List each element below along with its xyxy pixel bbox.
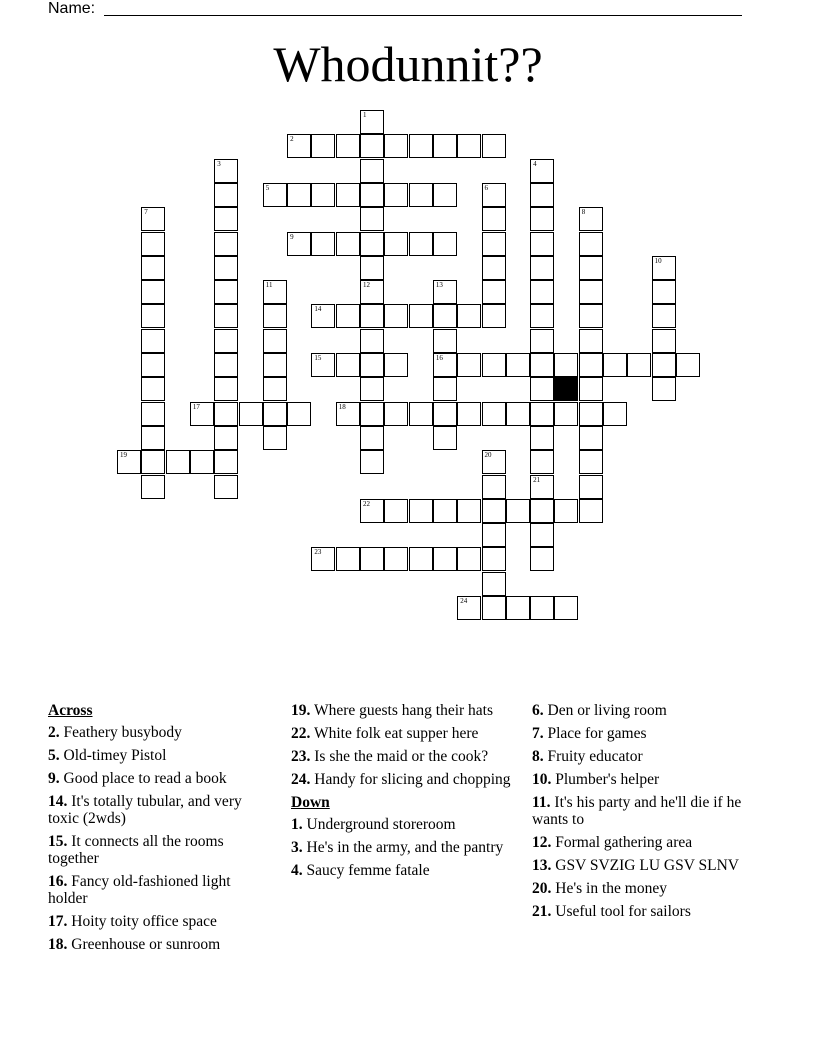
grid-cell[interactable] <box>530 499 554 523</box>
grid-cell[interactable] <box>482 183 506 207</box>
grid-cell[interactable] <box>141 426 165 450</box>
name-label: Name: <box>48 0 96 17</box>
grid-cell[interactable] <box>433 426 457 450</box>
clue-number: 7 <box>144 208 148 217</box>
grid-cell[interactable] <box>433 280 457 304</box>
grid-cell[interactable] <box>214 353 238 377</box>
grid-cell[interactable] <box>311 353 335 377</box>
grid-cell[interactable] <box>263 377 287 401</box>
grid-cell[interactable] <box>239 402 263 426</box>
clue-number-label: 5. <box>48 747 60 764</box>
grid-cell[interactable] <box>117 450 141 474</box>
grid-cell[interactable] <box>214 426 238 450</box>
clue-number-label: 23. <box>291 748 311 765</box>
clue-number: 9 <box>290 232 294 241</box>
across-clue <box>48 833 270 867</box>
grid-cell[interactable] <box>336 402 360 426</box>
clue-number-label: 14. <box>48 793 68 810</box>
grid-cell[interactable] <box>433 402 457 426</box>
grid-cell[interactable] <box>263 183 287 207</box>
clue-number: 18 <box>338 402 346 411</box>
grid-cell[interactable] <box>141 377 165 401</box>
grid-cell[interactable] <box>141 304 165 328</box>
clue-text: Fruity educator <box>543 748 643 765</box>
clue-text: Den or living room <box>543 702 667 719</box>
grid-cell[interactable] <box>482 353 506 377</box>
grid-cell[interactable] <box>554 596 578 620</box>
clue-text: GSV SVZIG LU GSV SLNV <box>551 857 739 874</box>
grid-cell[interactable] <box>482 523 506 547</box>
grid-cell[interactable] <box>530 159 554 183</box>
clue-text: He's in the money <box>551 880 667 897</box>
grid-cell[interactable] <box>141 475 165 499</box>
grid-cell[interactable] <box>579 329 603 353</box>
down-clue <box>532 880 762 897</box>
grid-cell[interactable] <box>360 110 384 134</box>
clue-text: It's his party and he'll die if he wants to <box>532 794 742 828</box>
grid-cell[interactable] <box>141 450 165 474</box>
grid-cell[interactable] <box>530 596 554 620</box>
clue-number: 13 <box>435 281 443 290</box>
grid-cell[interactable] <box>554 353 578 377</box>
grid-cell[interactable] <box>579 377 603 401</box>
grid-cell[interactable] <box>336 304 360 328</box>
clue-number-label: 16. <box>48 873 68 890</box>
grid-cell[interactable] <box>360 547 384 571</box>
clue-text: Handy for slicing and chopping <box>310 771 511 788</box>
grid-cell[interactable] <box>409 304 433 328</box>
grid-cell[interactable] <box>360 183 384 207</box>
grid-cell[interactable] <box>409 402 433 426</box>
grid-cell[interactable] <box>530 329 554 353</box>
grid-cell[interactable] <box>482 207 506 231</box>
down-list-part1 <box>291 816 513 879</box>
grid-cell[interactable] <box>433 183 457 207</box>
down-clue <box>291 839 513 856</box>
grid-cell[interactable] <box>506 596 530 620</box>
clue-number-label: 22. <box>291 725 311 742</box>
clue-text: Plumber's helper <box>551 771 660 788</box>
clue-number-label: 8. <box>532 748 544 765</box>
grid-cell[interactable] <box>482 232 506 256</box>
down-clue <box>532 903 762 920</box>
clue-number-label: 21. <box>532 903 552 920</box>
grid-cell[interactable] <box>141 329 165 353</box>
grid-cell[interactable] <box>360 499 384 523</box>
across-clue <box>48 724 270 741</box>
clue-number-label: 24. <box>291 771 311 788</box>
grid-cell[interactable] <box>287 402 311 426</box>
puzzle-title: Whodunnit?? <box>273 36 543 92</box>
grid-cell[interactable] <box>457 304 481 328</box>
grid-cell[interactable] <box>530 183 554 207</box>
clue-number: 19 <box>120 451 127 460</box>
clue-text: Underground storeroom <box>302 816 456 833</box>
across-list-part1 <box>48 724 270 953</box>
grid-cell[interactable] <box>384 499 408 523</box>
grid-cell[interactable] <box>214 304 238 328</box>
clue-number-label: 17. <box>48 913 68 930</box>
grid-cell[interactable] <box>384 304 408 328</box>
clue-number-label: 10. <box>532 771 552 788</box>
down-clue <box>532 857 762 874</box>
grid-cell[interactable] <box>579 499 603 523</box>
across-clue <box>291 702 513 719</box>
across-clue <box>48 936 270 953</box>
grid-cell[interactable] <box>579 232 603 256</box>
grid-cell[interactable] <box>506 353 530 377</box>
grid-cell[interactable] <box>190 402 214 426</box>
grid-cell[interactable] <box>579 475 603 499</box>
grid-cell[interactable] <box>409 134 433 158</box>
clue-number: 20 <box>484 451 492 460</box>
clue-number: 3 <box>217 159 221 168</box>
clue-number-label: 20. <box>532 880 552 897</box>
grid-cell[interactable] <box>579 426 603 450</box>
grid-cell[interactable] <box>457 402 481 426</box>
down-clue <box>532 834 762 851</box>
grid-cell[interactable] <box>214 402 238 426</box>
grid-cell[interactable] <box>482 596 506 620</box>
clue-text: Useful tool for sailors <box>551 903 691 920</box>
across-clue <box>48 873 270 907</box>
down-clue <box>291 816 513 833</box>
clue-text: Formal gathering area <box>551 834 693 851</box>
grid-cell[interactable] <box>530 426 554 450</box>
grid-cell[interactable] <box>409 232 433 256</box>
across-clue <box>291 771 513 788</box>
clue-number: 6 <box>484 183 488 192</box>
clue-number: 1 <box>363 111 367 119</box>
grid-cell[interactable] <box>214 329 238 353</box>
grid-cell[interactable] <box>214 232 238 256</box>
grid-cell[interactable] <box>652 280 676 304</box>
grid-cell[interactable] <box>360 402 384 426</box>
grid-cell[interactable] <box>360 304 384 328</box>
grid-cell[interactable] <box>360 232 384 256</box>
grid-cell[interactable] <box>482 134 506 158</box>
grid-cell[interactable] <box>579 450 603 474</box>
grid-cell[interactable] <box>141 402 165 426</box>
grid-cell[interactable] <box>360 353 384 377</box>
grid-cell[interactable] <box>652 329 676 353</box>
grid-cell[interactable] <box>482 280 506 304</box>
clue-number-label: 1. <box>291 816 303 833</box>
down-clue <box>532 725 762 742</box>
clue-number: 21 <box>533 475 541 484</box>
grid-cell[interactable] <box>409 183 433 207</box>
grid-cell[interactable] <box>311 547 335 571</box>
grid-cell[interactable] <box>263 426 287 450</box>
grid-cell[interactable] <box>263 280 287 304</box>
grid-cell[interactable] <box>141 207 165 231</box>
clue-text: It connects all the rooms together <box>48 833 224 867</box>
grid-cell[interactable] <box>433 304 457 328</box>
clue-column-1 <box>48 702 270 959</box>
clue-number-label: 4. <box>291 862 303 879</box>
across-clue <box>291 748 513 765</box>
across-clue <box>48 770 270 787</box>
clue-text: Place for games <box>543 725 647 742</box>
across-clue <box>291 725 513 742</box>
grid-cell[interactable] <box>360 159 384 183</box>
grid-cell[interactable] <box>530 304 554 328</box>
grid-cell[interactable] <box>676 353 700 377</box>
grid-cell[interactable] <box>506 499 530 523</box>
grid-cell[interactable] <box>360 426 384 450</box>
grid-cell[interactable] <box>336 183 360 207</box>
clue-text: Saucy femme fatale <box>302 862 430 879</box>
grid-cell[interactable] <box>457 134 481 158</box>
grid-cell[interactable] <box>603 353 627 377</box>
clue-number-label: 18. <box>48 936 68 953</box>
grid-cell[interactable] <box>652 377 676 401</box>
clue-number: 11 <box>265 281 273 290</box>
grid-cell[interactable] <box>530 377 554 401</box>
grid-cell[interactable] <box>530 256 554 280</box>
grid-cell[interactable] <box>530 523 554 547</box>
grid-cell[interactable] <box>311 232 335 256</box>
grid-cell[interactable] <box>263 304 287 328</box>
grid-cell[interactable] <box>263 402 287 426</box>
grid-cell[interactable] <box>482 304 506 328</box>
clue-text: Old-timey Pistol <box>59 747 167 764</box>
grid-cell[interactable] <box>482 402 506 426</box>
clue-text: Fancy old-fashioned light holder <box>48 873 231 907</box>
clue-number: 23 <box>314 548 322 557</box>
grid-cell[interactable] <box>433 134 457 158</box>
grid-cell[interactable] <box>530 232 554 256</box>
grid-cell-black <box>554 377 578 401</box>
grid-cell[interactable] <box>384 232 408 256</box>
clue-text: Feathery busybody <box>59 724 182 741</box>
clue-number: 15 <box>314 354 322 362</box>
clue-number: 16 <box>435 354 443 362</box>
clue-column-3 <box>532 702 762 926</box>
grid-cell[interactable] <box>141 232 165 256</box>
down-clue <box>291 862 513 879</box>
clue-number: 5 <box>265 183 270 192</box>
grid-cell[interactable] <box>482 256 506 280</box>
clue-number-label: 9. <box>48 770 60 787</box>
grid-cell[interactable] <box>579 402 603 426</box>
grid-cell[interactable] <box>190 450 214 474</box>
clue-number: 4 <box>533 159 537 168</box>
grid-cell[interactable] <box>579 256 603 280</box>
grid-cell[interactable] <box>506 402 530 426</box>
grid-cell[interactable] <box>360 450 384 474</box>
grid-cell[interactable] <box>360 329 384 353</box>
across-heading: Across <box>48 702 93 719</box>
grid-cell[interactable] <box>360 134 384 158</box>
grid-cell[interactable] <box>311 304 335 328</box>
down-clue <box>532 702 762 719</box>
grid-cell[interactable] <box>360 207 384 231</box>
grid-cell[interactable] <box>409 547 433 571</box>
grid-cell[interactable] <box>530 207 554 231</box>
clue-number-label: 19. <box>291 702 311 719</box>
grid-cell[interactable] <box>433 232 457 256</box>
grid-cell[interactable] <box>652 304 676 328</box>
grid-cell[interactable] <box>287 232 311 256</box>
grid-cell[interactable] <box>433 329 457 353</box>
grid-cell[interactable] <box>457 499 481 523</box>
clue-text: Is she the maid or the cook? <box>310 748 489 765</box>
down-clue <box>532 794 762 828</box>
grid-cell[interactable] <box>530 353 554 377</box>
clue-number: 17 <box>192 402 200 411</box>
grid-cell[interactable] <box>579 304 603 328</box>
grid-cell[interactable] <box>482 499 506 523</box>
grid-cell[interactable] <box>530 475 554 499</box>
grid-cell[interactable] <box>214 183 238 207</box>
clue-number: 24 <box>460 597 468 605</box>
grid-cell[interactable] <box>652 256 676 280</box>
grid-cell[interactable] <box>433 547 457 571</box>
grid-cell[interactable] <box>360 377 384 401</box>
clue-text: Good place to read a book <box>59 770 227 787</box>
grid-cell[interactable] <box>214 256 238 280</box>
grid-cell[interactable] <box>287 183 311 207</box>
grid-cell[interactable] <box>457 596 481 620</box>
grid-cell[interactable] <box>530 547 554 571</box>
clue-number: 14 <box>314 305 322 314</box>
grid-cell[interactable] <box>579 207 603 231</box>
grid-cell[interactable] <box>384 183 408 207</box>
clue-text: He's in the army, and the pantry <box>302 839 504 856</box>
clue-text: It's totally tubular, and very toxic (2wds) <box>48 793 242 827</box>
grid-cell[interactable] <box>263 353 287 377</box>
clue-number: 22 <box>363 499 370 508</box>
clue-column-2 <box>291 702 513 885</box>
down-list-part2 <box>532 702 762 920</box>
clue-number-label: 7. <box>532 725 544 742</box>
clue-number-label: 12. <box>532 834 552 851</box>
grid-cell[interactable] <box>311 134 335 158</box>
clue-text: Greenhouse or sunroom <box>67 936 221 953</box>
grid-cell[interactable] <box>603 402 627 426</box>
grid-cell[interactable] <box>482 450 506 474</box>
grid-cell[interactable] <box>652 353 676 377</box>
grid-cell[interactable] <box>554 499 578 523</box>
across-list-part2 <box>291 702 513 788</box>
clue-number: 8 <box>581 208 586 217</box>
grid-cell[interactable] <box>530 402 554 426</box>
grid-cell[interactable] <box>482 547 506 571</box>
clue-text: White folk eat supper here <box>310 725 479 742</box>
grid-cell[interactable] <box>214 377 238 401</box>
grid-cell[interactable] <box>336 134 360 158</box>
clue-number: 2 <box>290 135 294 144</box>
clue-number-label: 3. <box>291 839 303 856</box>
grid-cell[interactable] <box>336 353 360 377</box>
across-clue <box>48 793 270 827</box>
grid-cell[interactable] <box>263 329 287 353</box>
down-clue <box>532 771 762 788</box>
grid-cell[interactable] <box>141 353 165 377</box>
grid-cell[interactable] <box>214 280 238 304</box>
grid-cell[interactable] <box>433 353 457 377</box>
grid-cell[interactable] <box>579 353 603 377</box>
clue-number-label: 6. <box>532 702 544 719</box>
grid-cell[interactable] <box>166 450 190 474</box>
grid-cell[interactable] <box>214 207 238 231</box>
clue-number-label: 2. <box>48 724 60 741</box>
grid-cell[interactable] <box>409 499 433 523</box>
grid-cell[interactable] <box>214 475 238 499</box>
grid-cell[interactable] <box>482 475 506 499</box>
clue-text: Hoity toity office space <box>67 913 217 930</box>
grid-cell[interactable] <box>214 450 238 474</box>
across-clue <box>48 913 270 930</box>
grid-cell[interactable] <box>433 377 457 401</box>
grid-cell[interactable] <box>457 353 481 377</box>
down-clue <box>532 748 762 765</box>
grid-cell[interactable] <box>457 547 481 571</box>
grid-cell[interactable] <box>530 450 554 474</box>
clue-number: 12 <box>363 281 370 290</box>
grid-cell[interactable] <box>554 402 578 426</box>
grid-cell[interactable] <box>384 402 408 426</box>
grid-cell[interactable] <box>311 183 335 207</box>
grid-cell[interactable] <box>433 499 457 523</box>
across-clue <box>48 747 270 764</box>
grid-cell[interactable] <box>530 280 554 304</box>
grid-cell[interactable] <box>336 547 360 571</box>
clue-number-label: 13. <box>532 857 552 874</box>
grid-cell[interactable] <box>384 547 408 571</box>
clue-number-label: 15. <box>48 833 68 850</box>
grid-cell[interactable] <box>360 280 384 304</box>
grid-cell[interactable] <box>579 280 603 304</box>
clue-number: 10 <box>654 256 662 265</box>
grid-cell[interactable] <box>287 134 311 158</box>
grid-cell[interactable] <box>336 232 360 256</box>
clue-text: Where guests hang their hats <box>310 702 494 719</box>
grid-cell[interactable] <box>214 159 238 183</box>
grid-cell[interactable] <box>384 353 408 377</box>
grid-cell[interactable] <box>627 353 651 377</box>
grid-cell[interactable] <box>384 134 408 158</box>
grid-cell[interactable] <box>482 572 506 596</box>
down-heading: Down <box>291 794 330 811</box>
grid-cell[interactable] <box>141 256 165 280</box>
grid-cell[interactable] <box>360 256 384 280</box>
grid-cell[interactable] <box>141 280 165 304</box>
clue-number-label: 11. <box>532 794 551 811</box>
